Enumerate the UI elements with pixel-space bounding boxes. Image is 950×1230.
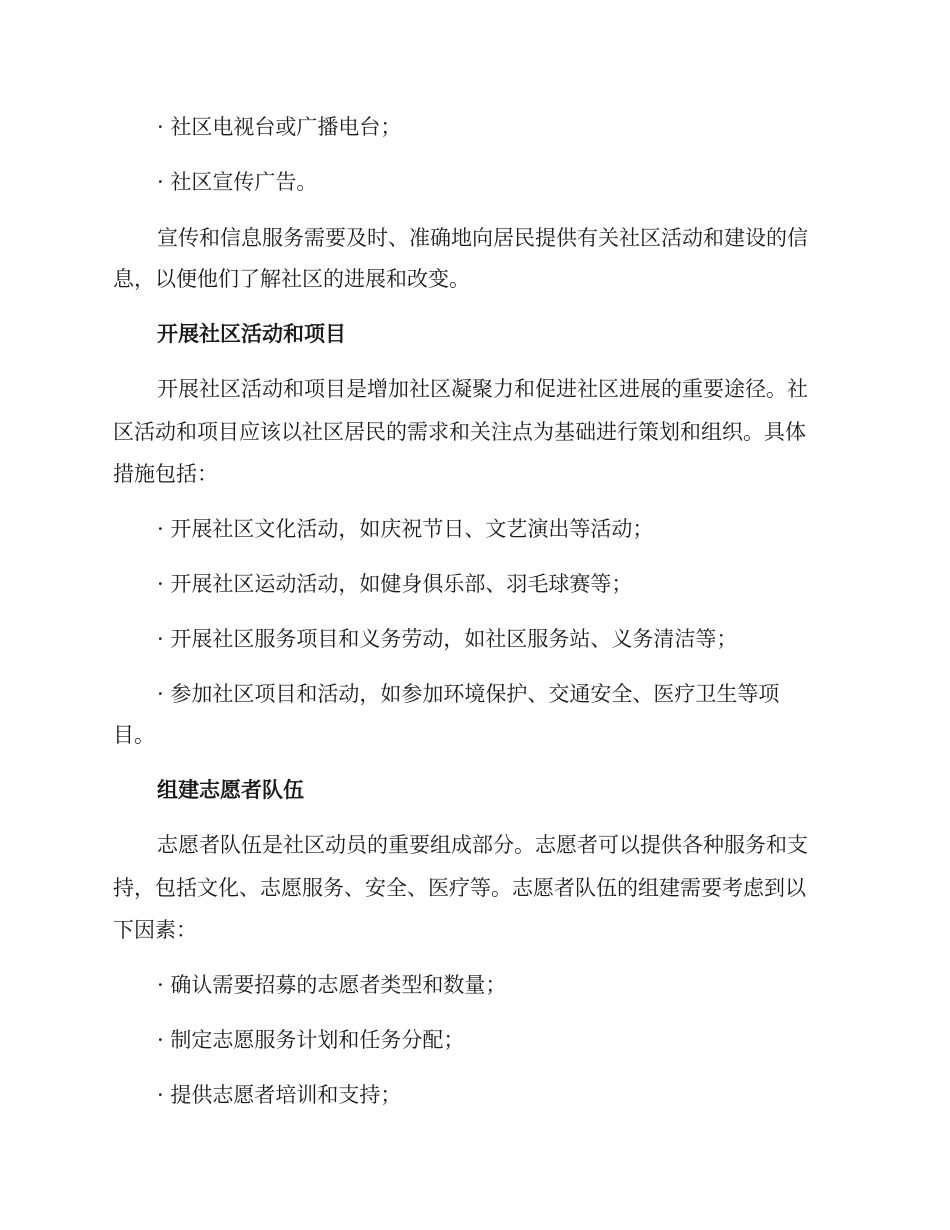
paragraph-line: 宣传和信息服务需要及时、准确地向居民提供有关社区活动和建设的信 [157, 226, 808, 250]
paragraph-line: 措施包括： [113, 462, 218, 486]
section-heading: 开展社区活动和项目 [157, 321, 346, 346]
bullet-line: · 开展社区文化活动，如庆祝节日、文艺演出等活动； [157, 517, 654, 541]
bullet-line: · 制定志愿服务计划和任务分配； [157, 1028, 465, 1052]
bullet-line: · 开展社区服务项目和义务劳动，如社区服务站、义务清洁等； [157, 627, 738, 651]
paragraph-line: 息，以便他们了解社区的进展和改变。 [113, 267, 470, 291]
bullet-line: · 确认需要招募的志愿者类型和数量； [157, 973, 507, 997]
section-heading: 组建志愿者队伍 [157, 777, 304, 802]
bullet-line: · 提供志愿者培训和支持； [157, 1083, 402, 1107]
paragraph-line: 区活动和项目应该以社区居民的需求和关注点为基础进行策划和组织。具体 [113, 420, 806, 444]
bullet-line: · 社区宣传广告。 [157, 170, 318, 194]
bullet-line: 目。 [113, 723, 155, 747]
paragraph-line: 志愿者队伍是社区动员的重要组成部分。志愿者可以提供各种服务和支 [157, 833, 808, 857]
paragraph-line: 持，包括文化、志愿服务、安全、医疗等。志愿者队伍的组建需要考虑到以 [113, 876, 806, 900]
paragraph-line: 下因素： [113, 918, 197, 942]
bullet-line: · 社区电视台或广播电台； [157, 115, 402, 139]
paragraph-line: 开展社区活动和项目是增加社区凝聚力和促进社区进展的重要途径。社 [157, 377, 808, 401]
bullet-line: · 参加社区项目和活动，如参加环境保护、交通安全、医疗卫生等项 [157, 682, 780, 706]
bullet-line: · 开展社区运动活动，如健身俱乐部、羽毛球赛等； [157, 572, 633, 596]
